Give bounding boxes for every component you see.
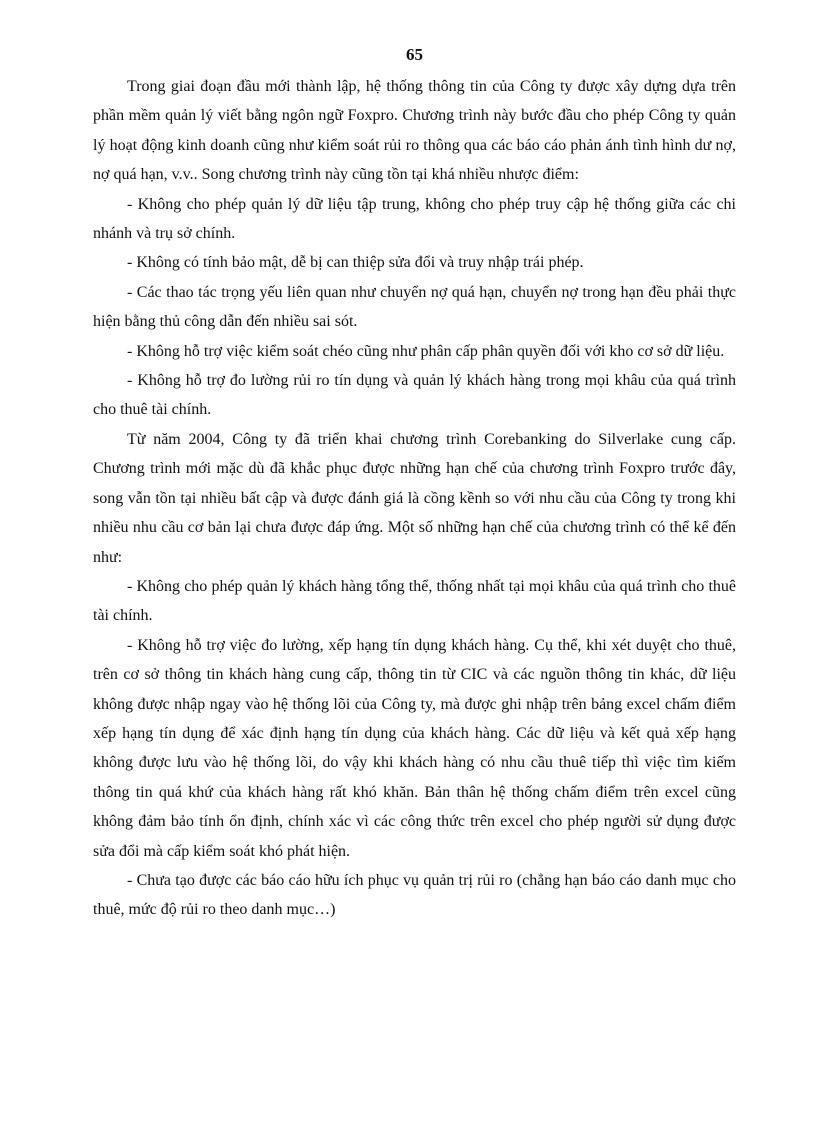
page-number: 65 [406,45,423,64]
bullet-item: - Không cho phép quản lý dữ liệu tập trung, không cho phép truy cập hệ thống giữa các chi nhánh và trụ sở chính. [93,195,736,243]
paragraph-corebanking: Từ năm 2004, Công ty đã triển khai chương trình Corebanking do Silverlake cung cấp. Chương trình mới mặc dù đã khắc phục được những hạn chế của chương trình Foxpro trước đây, song vẫn tồn tại nhiều bất cập và được đánh giá là cồng kềnh so với nhu cầu của Công ty trong khi nhiều nhu cầu cơ bản lại chưa được đáp ứng. Một số những hạn chế của chương trình có thể kể đến như: [93,430,736,566]
bullet-item: - Không hỗ trợ việc đo lường, xếp hạng tín dụng khách hàng. Cụ thể, khi xét duyệt cho thuê, trên cơ sở thông tin khách hàng cung cấp, thông tin từ CIC và các nguồn thông tin khác, dữ liệu không được nhập ngay vào hệ thống lõi của Công ty, mà được ghi nhập trên bảng excel chấm điểm xếp hạng tín dụng để xác định hạng tín dụng của khách hàng. Các dữ liệu và kết quả xếp hạng không được lưu vào hệ thống lõi, do vậy khi khách hàng có nhu cầu thuê tiếp thì việc tìm kiếm thông tin quá khứ của khách hàng rất khó khăn. Bản thân hệ thống chấm điểm trên excel cũng không đảm bảo tính ổn định, chính xác vì các công thức trên excel cho phép người sử dụng được sửa đổi mà cấp kiểm soát khó phát hiện. [93,636,736,860]
bullet-item: - Chưa tạo được các báo cáo hữu ích phục vụ quản trị rủi ro (chẳng hạn báo cáo danh mục cho thuê, mức độ rủi ro theo danh mục…) [93,871,736,919]
bullet-item: - Không hỗ trợ đo lường rủi ro tín dụng và quản lý khách hàng trong mọi khâu của quá trình cho thuê tài chính. [93,372,736,419]
bullet-item: - Các thao tác trọng yếu liên quan như chuyển nợ quá hạn, chuyển nợ trong hạn đều phải thực hiện bằng thủ công dẫn đến nhiều sai sót. [93,283,736,331]
bullet-item: - Không hỗ trợ việc kiểm soát chéo cũng như phân cấp phân quyền đối với kho cơ sở dữ liệu. [127,342,725,360]
bullet-item: - Không cho phép quản lý khách hàng tổng thể, thống nhất tại mọi khâu của quá trình cho thuê tài chính. [93,577,736,625]
bullet-item: - Không có tính bảo mật, dễ bị can thiệp sửa đổi và truy nhập trái phép. [127,254,584,272]
paragraph-intro: Trong giai đoạn đầu mới thành lập, hệ thống thông tin của Công ty được xây dựng dựa trên phần mềm quản lý viết bằng ngôn ngữ Foxpro. Chương trình này bước đầu cho phép Công ty quản lý hoạt động kinh doanh cũng như kiểm soát rủi ro thông qua các báo cáo phản ánh tình hình dư nợ, nợ quá hạn, v.v.. Song chương trình này cũng tồn tại khá nhiều nhược điểm: [93,78,736,184]
